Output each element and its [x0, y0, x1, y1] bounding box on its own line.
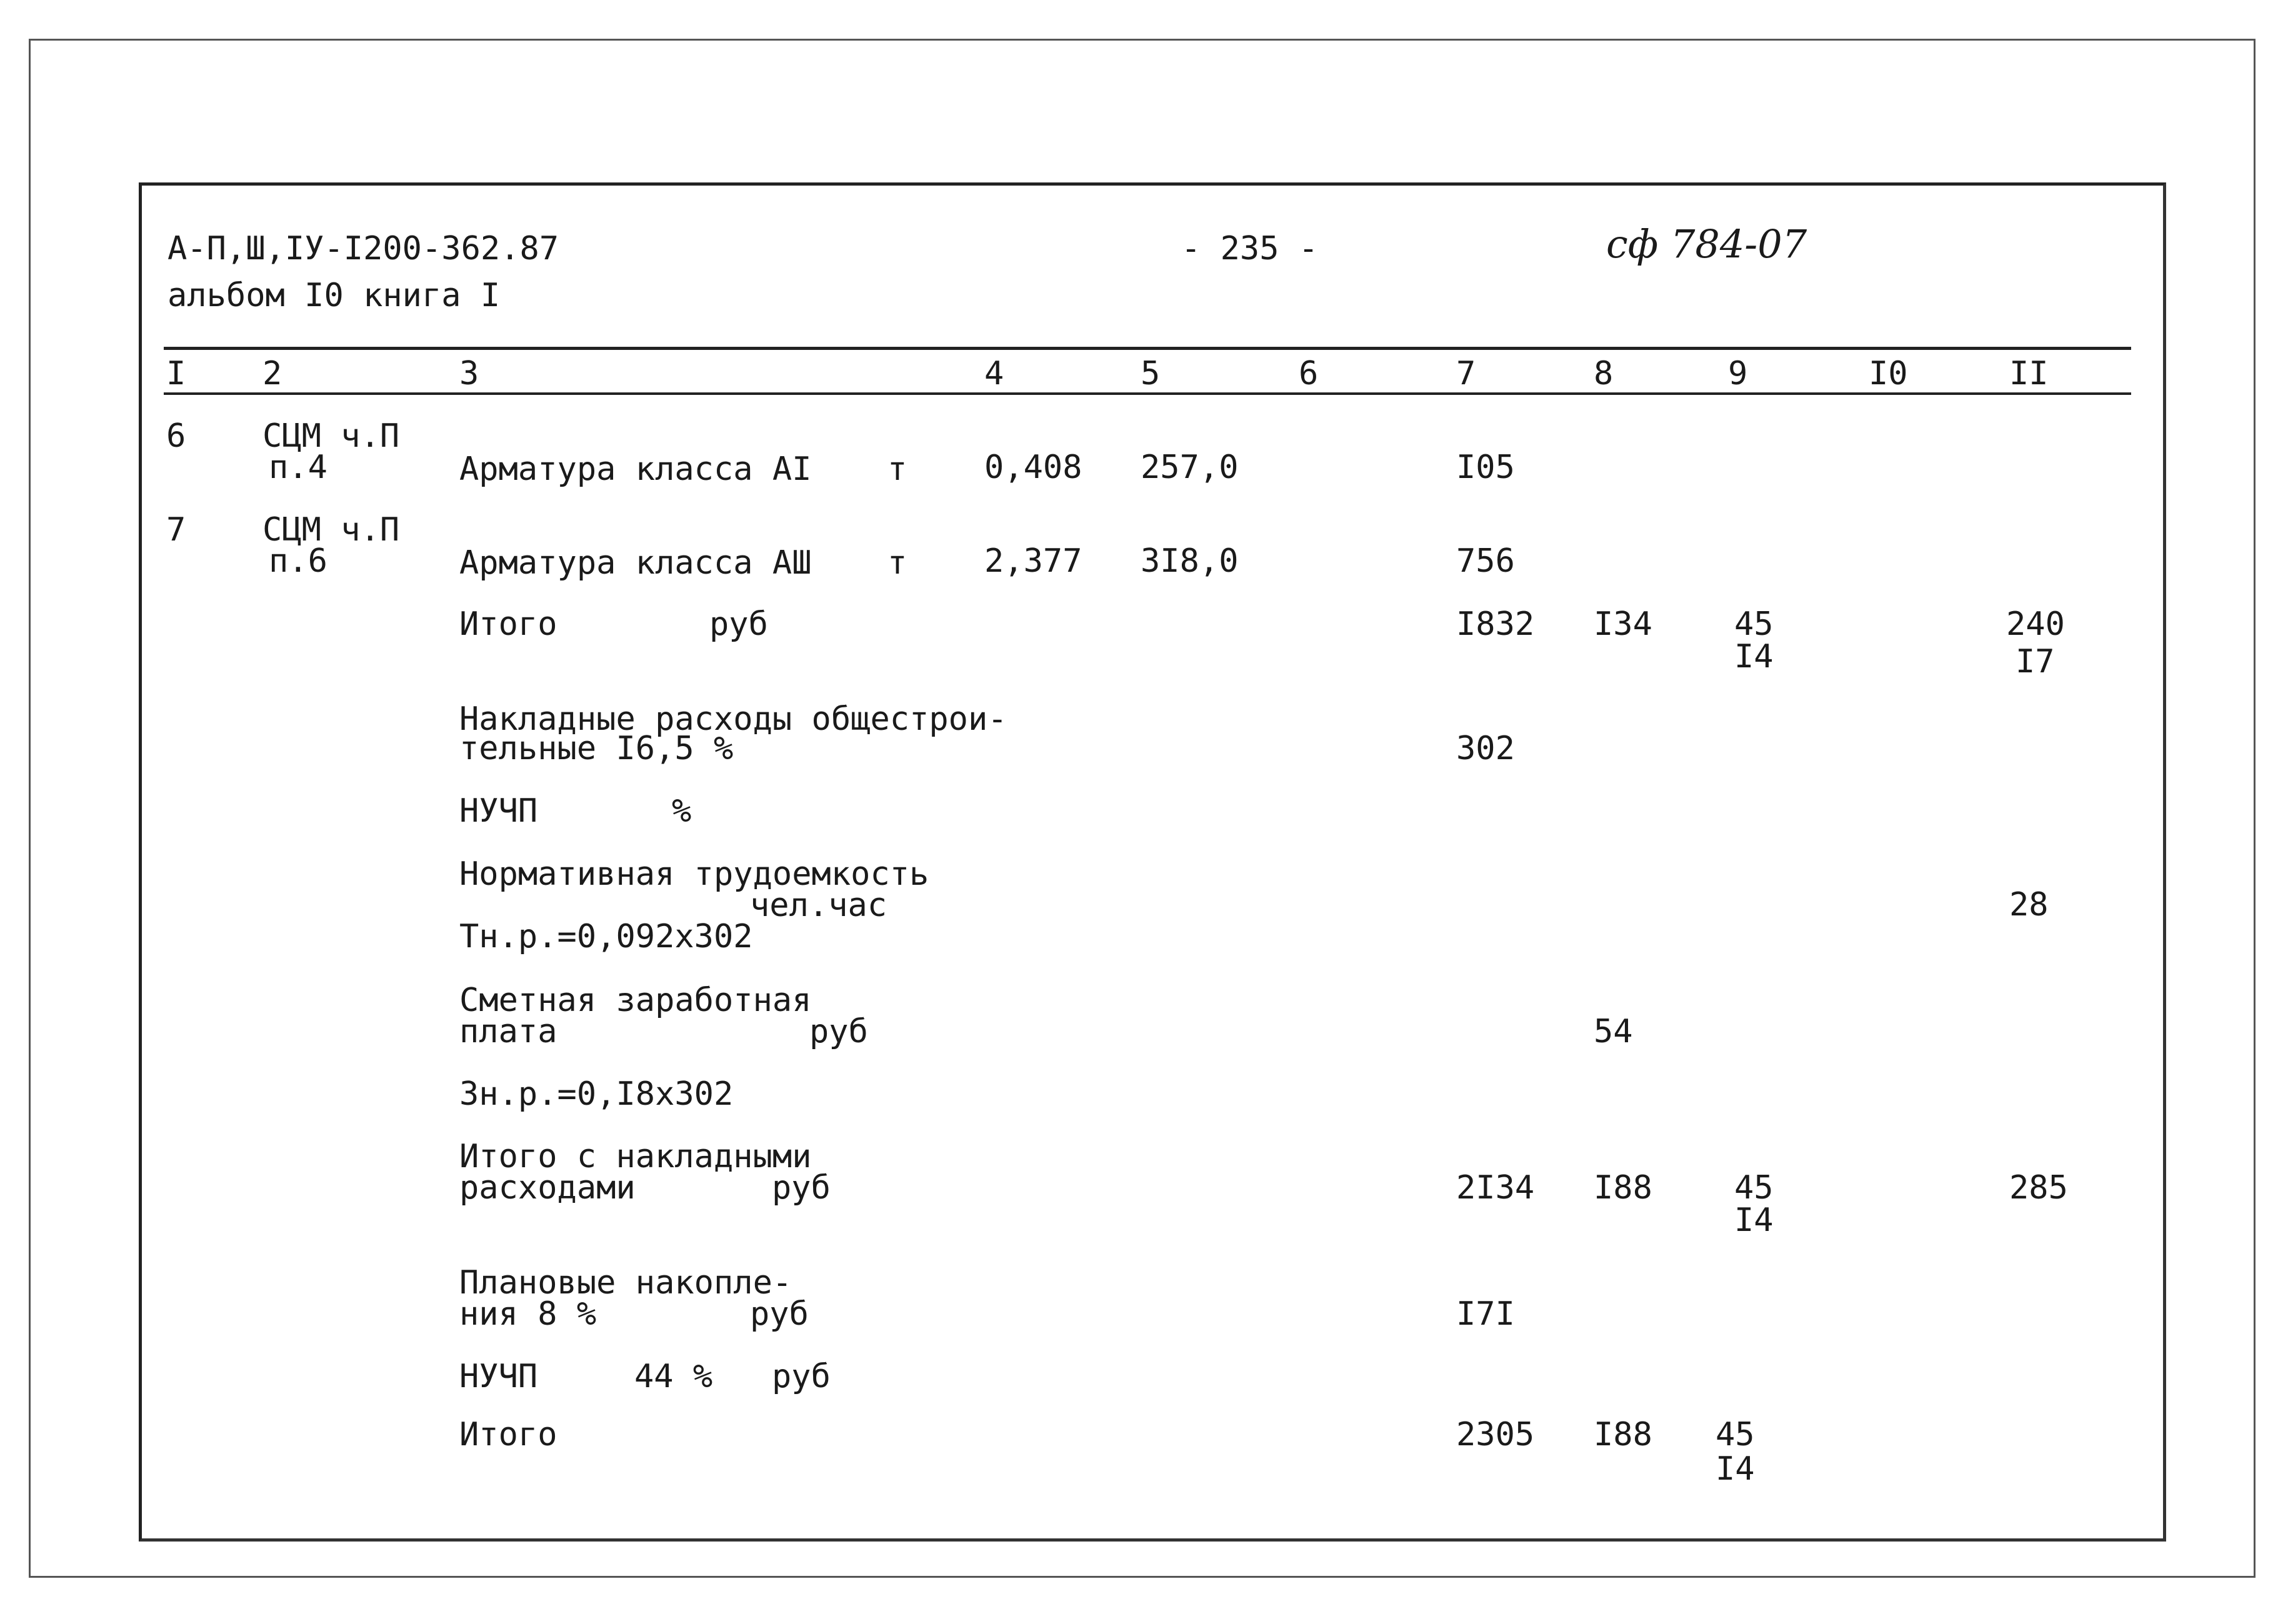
wage-c8: 54 [1594, 1013, 1633, 1050]
itogo-c11b: I7 [2016, 643, 2055, 680]
labor-c11: 28 [2009, 886, 2049, 924]
row-ref-item: п.6 [269, 542, 327, 580]
nuchp-label: НУЧП [459, 792, 538, 830]
row-unit: т [887, 544, 907, 582]
itogo-overhead-c9a: 45 [1734, 1169, 1774, 1207]
col-header-3: 3 [459, 355, 479, 392]
col-header-10: I0 [1869, 355, 1908, 392]
row-name: Арматура класса АШ [459, 544, 812, 582]
labor-formula: Тн.р.=0,092х302 [459, 918, 753, 955]
album-label: альбом I0 книга I [167, 277, 501, 314]
header-top-rule [164, 347, 2131, 350]
overhead-line1: Накладные расходы общестрои- [459, 700, 1007, 738]
wage-unit: руб [809, 1013, 868, 1050]
itogo-final-c9a: 45 [1716, 1416, 1755, 1453]
row-name: Арматура класса АI [459, 451, 812, 488]
itogo-overhead-c11: 285 [2009, 1169, 2068, 1207]
itogo-overhead-c9b: I4 [1734, 1202, 1774, 1239]
col-header-5: 5 [1141, 355, 1161, 392]
labor-label: Нормативная трудоемкость [459, 855, 929, 893]
itogo-c11a: 240 [2006, 605, 2065, 643]
itogo-final-c7: 2305 [1456, 1416, 1535, 1453]
row-quantity: 0,408 [984, 449, 1082, 486]
nuchp-pct: % [672, 792, 692, 830]
header-bottom-rule [164, 392, 2131, 395]
overhead-line2: тельные I6,5 % [459, 730, 734, 767]
itogo-overhead-c8: I88 [1594, 1169, 1652, 1207]
row-total: 756 [1456, 542, 1515, 580]
page-number: - 235 - [1181, 230, 1319, 267]
itogo-overhead-unit: руб [772, 1169, 831, 1207]
col-header-11: II [2009, 355, 2049, 392]
row-quantity: 2,377 [984, 542, 1082, 580]
itogo-final-label: Итого [459, 1416, 557, 1453]
nuchp2-unit: руб [772, 1358, 831, 1395]
row-unit-price: 257,0 [1141, 449, 1239, 486]
col-header-6: 6 [1299, 355, 1319, 392]
row-ref: СЦМ ч.П [262, 511, 400, 549]
row-number: 7 [166, 511, 186, 549]
col-header-7: 7 [1456, 355, 1476, 392]
itogo-label: Итого [459, 605, 557, 643]
itogo-final-c9b: I4 [1716, 1450, 1755, 1488]
planned-line1: Плановые накопле- [459, 1264, 792, 1302]
row-total: I05 [1456, 449, 1515, 486]
wage-line1: Сметная заработная [459, 982, 812, 1019]
planned-line2: ния 8 % [459, 1295, 597, 1333]
itogo-overhead-line2: расходами [459, 1169, 636, 1207]
wage-line2: плата [459, 1013, 557, 1050]
itogo-overhead-c7: 2I34 [1456, 1169, 1535, 1207]
nuchp2-pct: 44 % [634, 1358, 713, 1395]
itogo-c9b: I4 [1734, 638, 1774, 675]
col-header-4: 4 [984, 355, 1004, 392]
col-header-8: 8 [1594, 355, 1614, 392]
handwritten-stamp: сф 784-07 [1606, 221, 1807, 267]
nuchp2-label: НУЧП [459, 1358, 538, 1395]
col-header-9: 9 [1728, 355, 1748, 392]
overhead-c7: 302 [1456, 730, 1515, 767]
itogo-c9a: 45 [1734, 605, 1774, 643]
itogo-unit: руб [709, 605, 768, 643]
itogo-c8: I34 [1594, 605, 1652, 643]
labor-unit: чел.час [750, 887, 887, 924]
itogo-c7: I832 [1456, 605, 1535, 643]
row-unit-price: 3I8,0 [1141, 542, 1239, 580]
row-unit: т [887, 451, 907, 488]
row-number: 6 [166, 417, 186, 455]
planned-c7: I7I [1456, 1295, 1515, 1333]
row-ref: СЦМ ч.П [262, 417, 400, 455]
col-header-2: 2 [262, 355, 282, 392]
wage-formula: Зн.р.=0,I8х302 [459, 1075, 734, 1113]
row-ref-item: п.4 [269, 449, 327, 486]
col-header-1: I [166, 355, 186, 392]
itogo-final-c8: I88 [1594, 1416, 1652, 1453]
doc-code: А-П,Ш,IУ-I200-362.87 [167, 230, 559, 267]
planned-unit: руб [750, 1295, 809, 1333]
itogo-overhead-line1: Итого с накладными [459, 1138, 812, 1175]
